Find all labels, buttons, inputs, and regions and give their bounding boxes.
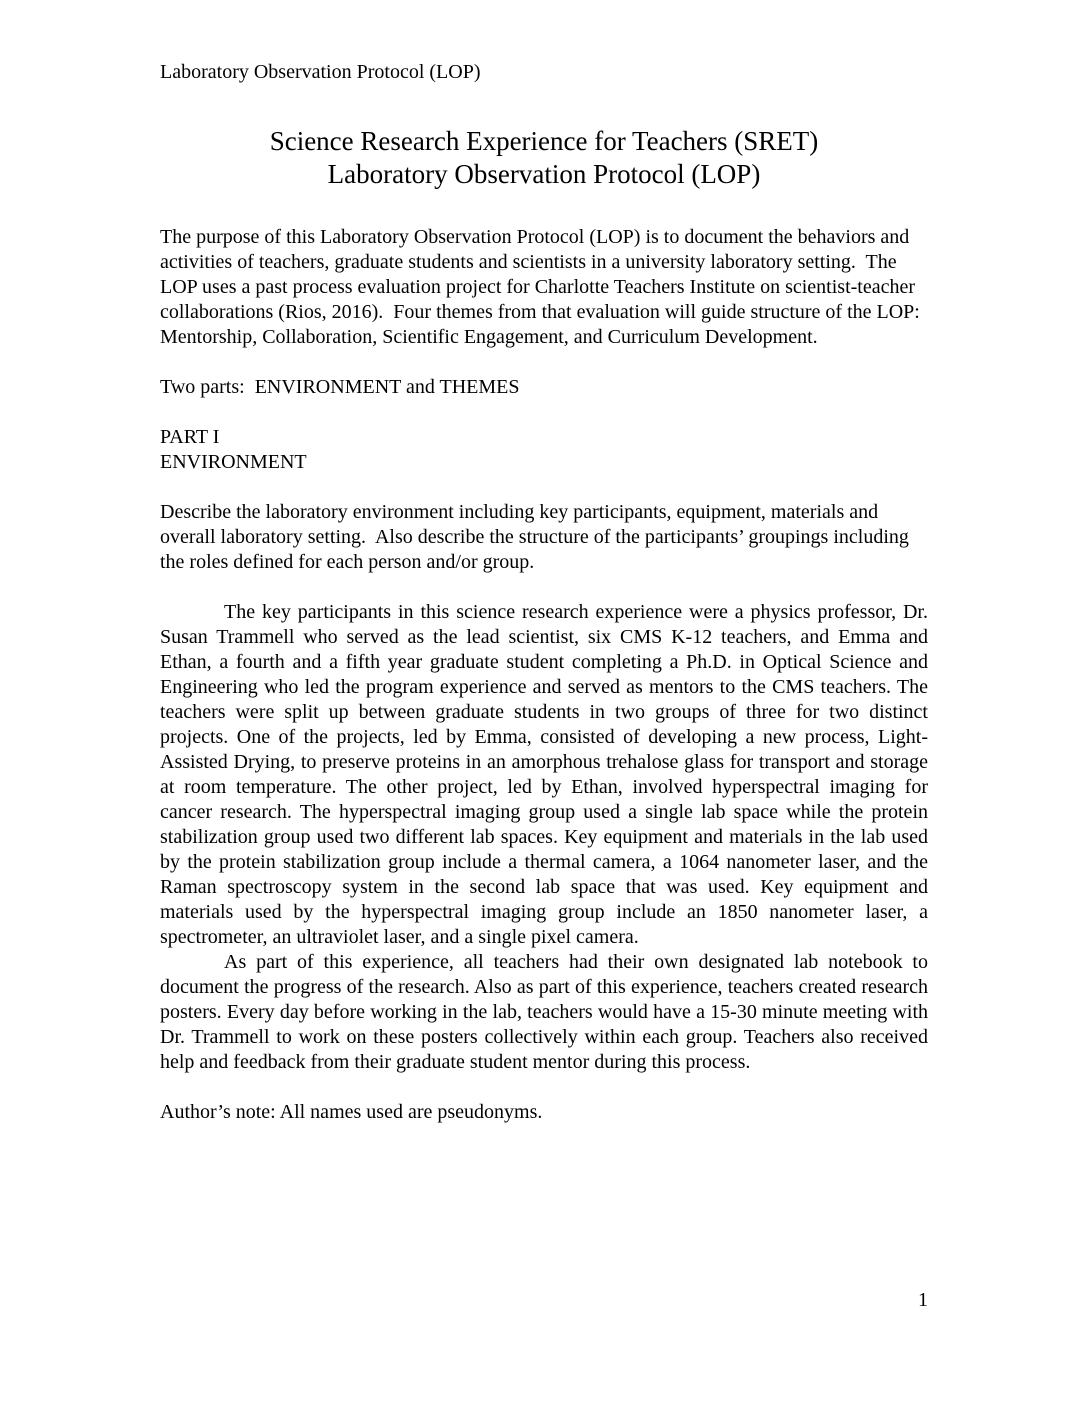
paragraph-two-parts: Two parts: ENVIRONMENT and THEMES [160,376,520,398]
part-title: ENVIRONMENT [160,451,307,473]
part-label: PART I [160,426,220,448]
part-heading [160,425,928,475]
document-title-line2: Laboratory Observation Protocol (LOP) [327,159,761,189]
document-header: Laboratory Observation Protocol (LOP) [160,61,481,83]
paragraph-purpose: The purpose of this Laboratory Observation Protocol (LOP) is to document the behaviors and activities of teachers, graduate students and scientists in a university laboratory setting. The LOP uses a past process evaluation project for Charlotte Teachers Institute on scientist-teacher collaborations (Rios, 2016). Four themes from that evaluation will guide structure of the LOP: Mentorship, Collaboration, Scientific Engagement, and Curriculum Development. [160,226,930,348]
paragraph-describe: Describe the laboratory environment including key participants, equipment, materials and overall laboratory setting. Also describe the structure of the participants’ groupings including the roles defined for each person and/or group. [160,501,914,573]
document-title-line1: Science Research Experience for Teachers (SRET) [269,126,819,156]
paragraph-body-2: As part of this experience, all teachers had their own designated lab notebook to document the progress of the research. Also as part of this experience, teachers created research posters. Every day before working in the lab, teachers would have a 15-30 minute meeting with Dr. Trammell to work on these posters collectively within each group. Teachers also received help and feedback from their graduate student mentor during this process. [160,951,933,1073]
page-number: 1 [918,1289,928,1311]
paragraph-body-1: The key participants in this science research experience were a physics professor, Dr. Susan Trammell who served as the lead scientist, six CMS K-12 teachers, and Emma and Ethan, a fourth and a fifth year graduate student completing a Ph.D. in Optical Science and Engineering who led the program experience and served as mentors to the CMS teachers. The teachers were split up between graduate students in two groups of three for two distinct projects. One of the projects, led by Emma, consisted of developing a new process, Light-Assisted Drying, to preserve proteins in an amorphous trehalose glass for transport and storage at room temperature. The other project, led by Ethan, involved hyperspectral imaging for cancer research. The hyperspectral imaging group used a single lab space while the protein stabilization group used two different lab spaces. Key equipment and materials in the lab used by the protein stabilization group include a thermal camera, a 1064 nanometer laser, and the Raman spectroscopy system in the second lab space that was used. Key equipment and materials used by the hyperspectral imaging group include an 1850 nanometer laser, a spectrometer, an ultraviolet laser, and a single pixel camera. [160,601,933,948]
document-title [160,125,928,191]
paragraph-authors-note: Author’s note: All names used are pseudonyms. [160,1101,543,1123]
